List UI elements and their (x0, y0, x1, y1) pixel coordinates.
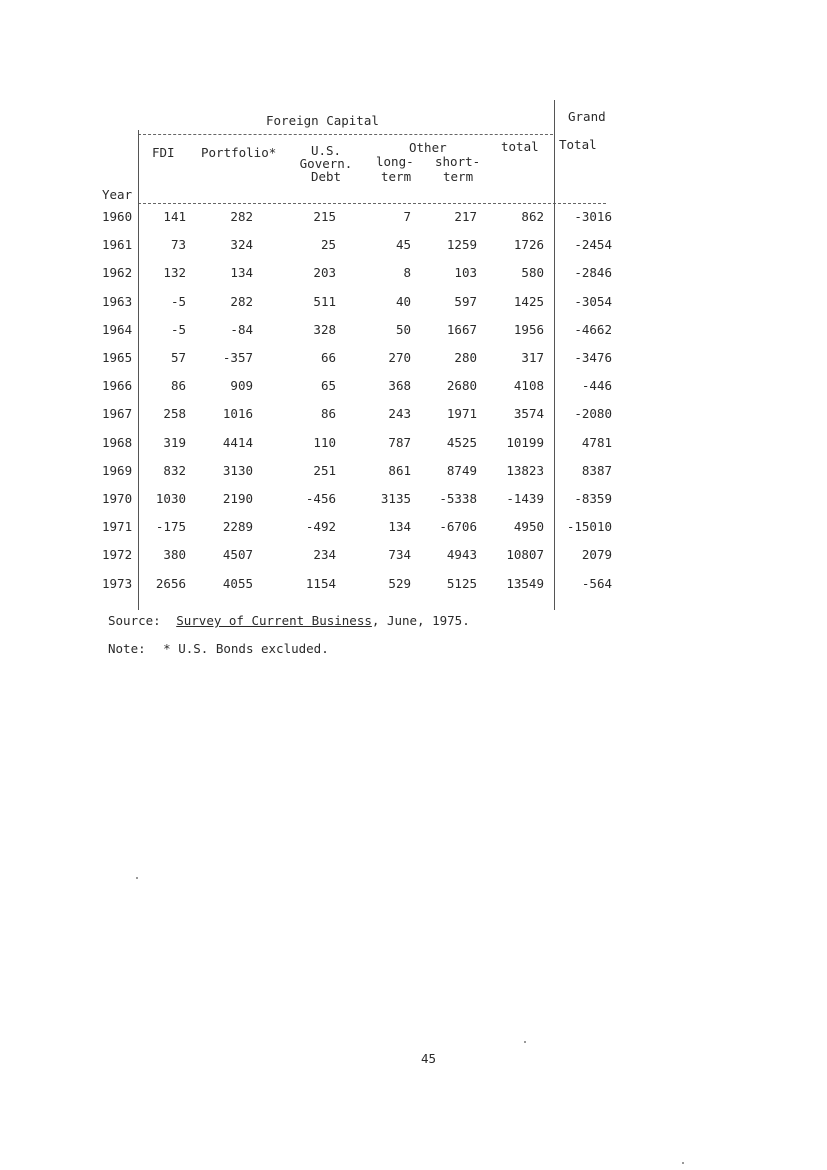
cell-long: 270 (388, 350, 411, 365)
row-year: 1971 (102, 519, 133, 535)
row-year: 1969 (102, 462, 133, 478)
cell-govern: 65 (320, 378, 336, 394)
cell-portfolio: -357 (222, 350, 253, 365)
cell-total: 862 (521, 209, 544, 224)
header-long-2: term (381, 169, 412, 184)
cell-govern: 203 (313, 265, 336, 281)
cell-fdi: 2656 (155, 575, 186, 591)
header-fdi: FDI (152, 145, 175, 160)
cell-portfolio: -84 (230, 321, 253, 337)
cell-short: -5338 (439, 491, 477, 506)
source-title: Survey of Current Business (176, 613, 372, 628)
cell-total: 1425 (513, 293, 544, 309)
cell-portfolio: 3130 (222, 462, 253, 478)
cell-fdi: 57 (170, 350, 186, 365)
cell-short: 103 (454, 265, 477, 281)
cell-fdi: 73 (170, 237, 186, 253)
cell-fdi: 132 (163, 265, 186, 281)
cell-grand: -564 (581, 575, 612, 591)
cell-grand: -446 (581, 378, 612, 394)
cell-grand: -3476 (574, 350, 612, 365)
cell-grand: 8387 (581, 462, 612, 478)
cell-long: 3135 (380, 491, 411, 506)
cell-grand: 4781 (581, 434, 612, 450)
header-us-govern-2: Govern. (299, 156, 353, 171)
scan-speck (682, 1162, 684, 1164)
cell-long: 45 (395, 237, 411, 253)
cell-fdi: -5 (170, 321, 186, 337)
cell-long: 734 (388, 547, 411, 563)
row-year: 1970 (102, 491, 133, 506)
cell-total: 317 (521, 350, 544, 365)
year-column-divider (138, 130, 139, 610)
cell-fdi: -175 (155, 519, 186, 535)
cell-short: 8749 (446, 462, 477, 478)
cell-total: 10807 (506, 547, 544, 563)
cell-govern: 234 (313, 547, 336, 563)
cell-portfolio: 282 (230, 209, 253, 224)
cell-portfolio: 282 (230, 293, 253, 309)
source-line (108, 614, 470, 628)
cell-grand: -2846 (574, 265, 612, 281)
cell-long: 8 (403, 265, 411, 281)
cell-govern: -492 (305, 519, 336, 535)
cell-total: 4108 (513, 378, 544, 394)
note-text: * U.S. Bonds excluded. (163, 641, 329, 656)
header-total: total (501, 139, 539, 154)
cell-fdi: 258 (163, 406, 186, 422)
cell-total: 13823 (506, 462, 544, 478)
cell-fdi: 86 (170, 378, 186, 394)
cell-fdi: 1030 (155, 491, 186, 506)
cell-portfolio: 4414 (222, 434, 253, 450)
header-long-1: long- (376, 154, 414, 169)
cell-govern: 110 (313, 434, 336, 450)
cell-portfolio: 909 (230, 378, 253, 394)
cell-long: 134 (388, 519, 411, 535)
row-year: 1972 (102, 547, 133, 563)
row-year: 1973 (102, 575, 133, 591)
row-year: 1964 (102, 321, 133, 337)
header-grand-line1: Grand (568, 109, 606, 124)
cell-fdi: 141 (163, 209, 186, 224)
cell-portfolio: 1016 (222, 406, 253, 422)
note-line (108, 642, 329, 656)
row-year: 1965 (102, 350, 133, 365)
cell-govern: 511 (313, 293, 336, 309)
header-us-govern-3: Debt (310, 169, 342, 184)
cell-total: 580 (521, 265, 544, 281)
cell-grand: 2079 (581, 547, 612, 563)
row-year: 1966 (102, 378, 133, 394)
cell-total: 10199 (506, 434, 544, 450)
cell-long: 787 (388, 434, 411, 450)
cell-long: 368 (388, 378, 411, 394)
cell-portfolio: 4507 (222, 547, 253, 563)
cell-short: 4525 (446, 434, 477, 450)
header-other: Other (409, 140, 447, 155)
cell-grand: -2080 (574, 406, 612, 422)
source-rest: , June, 1975. (371, 613, 470, 628)
cell-short: 1667 (446, 321, 477, 337)
cell-govern: 86 (320, 406, 336, 422)
cell-short: 597 (454, 293, 477, 309)
header-grand-line2: Total (559, 137, 597, 152)
cell-fdi: 832 (163, 462, 186, 478)
scan-speck (136, 877, 138, 879)
cell-short: 2680 (446, 378, 477, 394)
cell-grand: -3054 (574, 293, 612, 309)
cell-govern: 66 (320, 350, 336, 365)
cell-portfolio: 2190 (222, 491, 253, 506)
header-year: Year (102, 187, 133, 202)
header-bottom-rule (138, 203, 606, 204)
header-us-govern-1: U.S. (310, 143, 342, 158)
cell-grand: -3016 (574, 209, 612, 224)
cell-total: 13549 (506, 575, 544, 591)
header-short-1: short- (435, 154, 481, 169)
cell-fdi: 319 (163, 434, 186, 450)
cell-govern: 328 (313, 321, 336, 337)
row-year: 1961 (102, 237, 133, 253)
cell-short: 5125 (446, 575, 477, 591)
cell-long: 243 (388, 406, 411, 422)
cell-long: 40 (395, 293, 411, 309)
cell-govern: 25 (320, 237, 336, 253)
cell-portfolio: 2289 (222, 519, 253, 535)
cell-grand: -8359 (574, 491, 612, 506)
cell-govern: 251 (313, 462, 336, 478)
cell-grand: -15010 (566, 519, 612, 535)
cell-short: 1259 (446, 237, 477, 253)
cell-govern: 215 (313, 209, 336, 224)
cell-short: 217 (454, 209, 477, 224)
cell-portfolio: 134 (230, 265, 253, 281)
cell-grand: -4662 (574, 321, 612, 337)
cell-long: 7 (403, 209, 411, 224)
cell-long: 529 (388, 575, 411, 591)
header-foreign-capital: Foreign Capital (266, 113, 379, 128)
cell-govern: -456 (305, 491, 336, 506)
source-label: Source: (108, 613, 161, 628)
cell-portfolio: 4055 (222, 575, 253, 591)
cell-short: 280 (454, 350, 477, 365)
cell-short: -6706 (439, 519, 477, 535)
header-top-rule (138, 134, 553, 135)
note-label: Note: (108, 641, 146, 656)
header-short-2: term (443, 169, 474, 184)
scan-speck (524, 1041, 526, 1043)
cell-total: -1439 (506, 491, 544, 506)
cell-grand: -2454 (574, 237, 612, 253)
cell-long: 861 (388, 462, 411, 478)
cell-portfolio: 324 (230, 237, 253, 253)
row-year: 1962 (102, 265, 133, 281)
cell-short: 4943 (446, 547, 477, 563)
row-year: 1960 (102, 209, 133, 224)
cell-fdi: 380 (163, 547, 186, 563)
cell-long: 50 (395, 321, 411, 337)
cell-fdi: -5 (170, 293, 186, 309)
header-portfolio: Portfolio* (201, 145, 277, 160)
row-year: 1963 (102, 293, 133, 309)
cell-total: 3574 (513, 406, 544, 422)
cell-short: 1971 (446, 406, 477, 422)
cell-govern: 1154 (305, 575, 336, 591)
cell-total: 4950 (513, 519, 544, 535)
cell-total: 1726 (513, 237, 544, 253)
cell-total: 1956 (513, 321, 544, 337)
row-year: 1967 (102, 406, 133, 422)
row-year: 1968 (102, 434, 133, 450)
page-number: 45 (421, 1051, 437, 1066)
